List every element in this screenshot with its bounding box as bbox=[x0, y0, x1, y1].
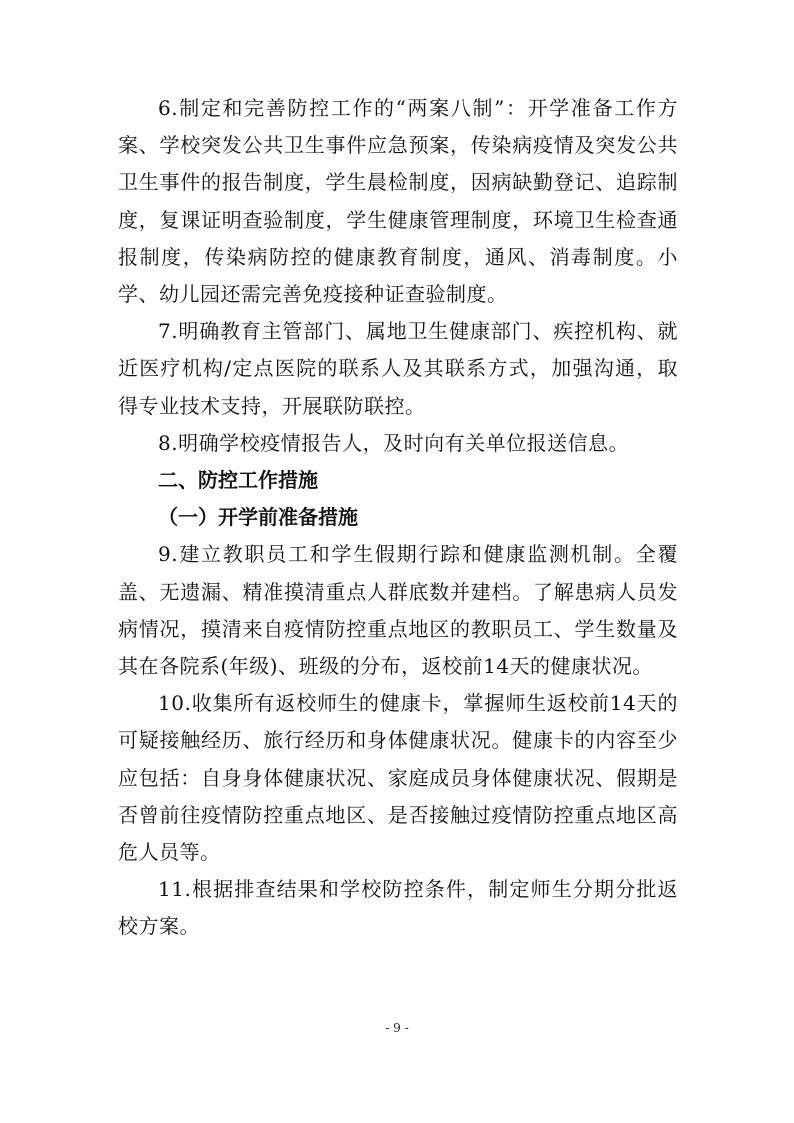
page-number: - 9 - bbox=[385, 1021, 409, 1035]
paragraph-8: 8.明确学校疫情报告人，及时向有关单位报送信息。 bbox=[158, 430, 630, 455]
paragraph-7: 7.明确教育主管部门、属地卫生健康部门、疾控机构、就近医疗机构/定点医院的联系人及其联系方式，加强沟通，取得专业技术支持，开展联防联控。 bbox=[118, 319, 678, 418]
paragraph-6: 6.制定和完善防控工作的“两案八制”：开学准备工作方案、学校突发公共卫生事件应急预案，传染病疫情及突发公共卫生事件的报告制度，学生晨检制度，因病缺勤登记、追踪制度，复课证明查验制度，学生健康管理制度，环境卫生检查通报制度，传染病防控的健康教育制度，通风、消毒制度。小学、幼儿园还需完善免疫接种证查验制度。 bbox=[118, 96, 678, 307]
document-body bbox=[118, 90, 678, 946]
section-heading: 二、防控工作措施 bbox=[158, 468, 318, 493]
paragraph-11: 11.根据排查结果和学校防控条件，制定师生分期分批返校方案。 bbox=[118, 877, 678, 939]
subsection-heading: （一）开学前准备措施 bbox=[158, 505, 358, 530]
paragraph-10: 10.收集所有返校师生的健康卡，掌握师生返校前14天的可疑接触经历、旅行经历和身体健康状况。健康卡的内容至少应包括：自身身体健康状况、家庭成员身体健康状况、假期是否曾前往疫情防控重点地区、是否接触过疫情防控重点地区高危人员等。 bbox=[118, 691, 678, 865]
paragraph-9: 9.建立教职员工和学生假期行踪和健康监测机制。全覆盖、无遗漏、精准摸清重点人群底数并建档。了解患病人员发病情况，摸清来自疫情防控重点地区的教职员工、学生数量及其在各院系(年级)、班级的分布，返校前14天的健康状况。 bbox=[118, 542, 678, 679]
